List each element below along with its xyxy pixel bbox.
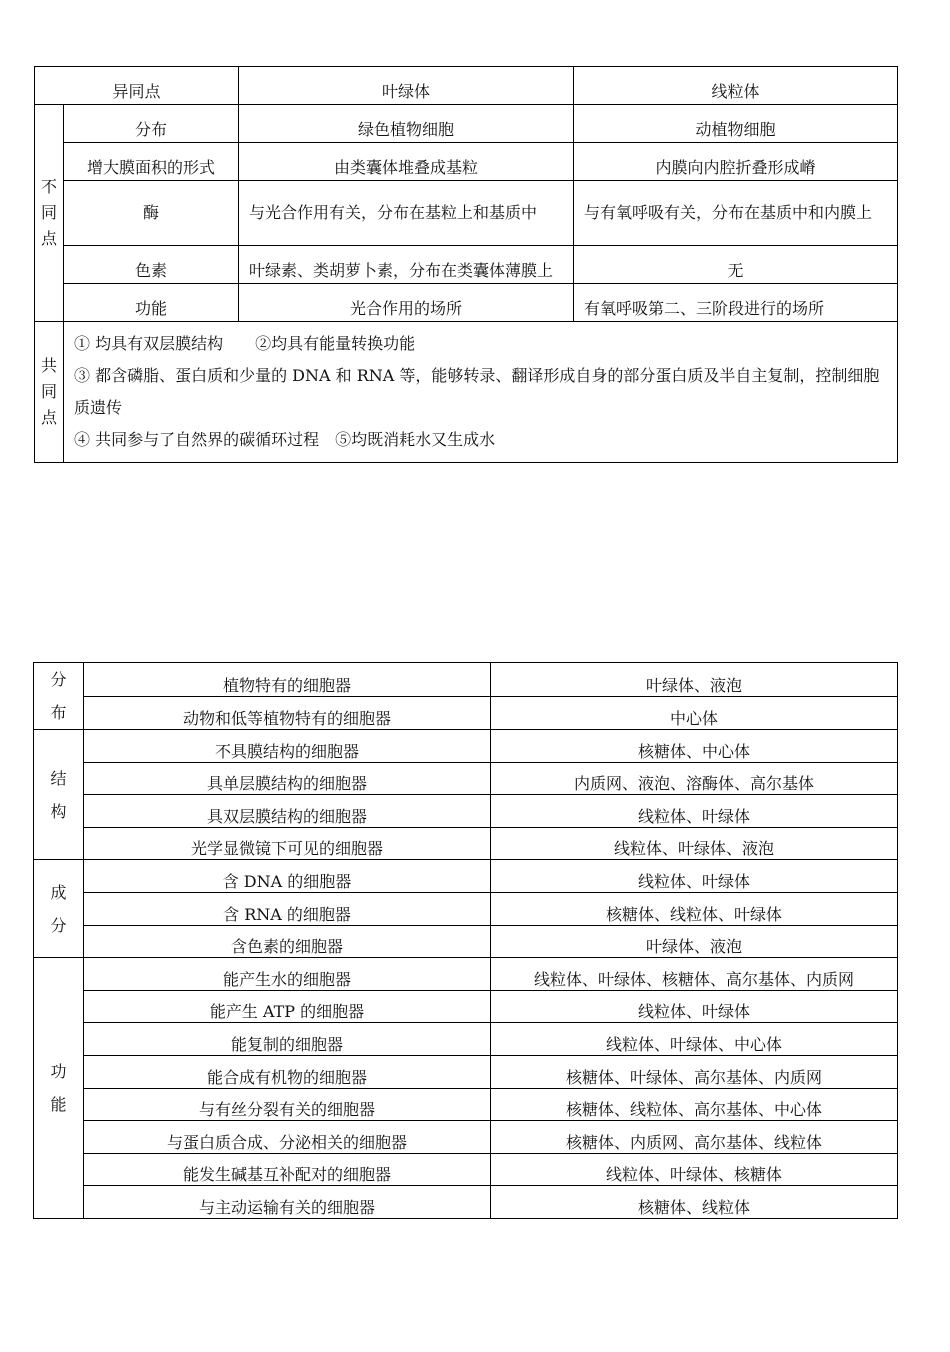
organelle-type-cell: 与主动运输有关的细胞器 [84, 1186, 491, 1219]
table-row [34, 795, 898, 828]
table-row [34, 925, 898, 958]
table-row [34, 1121, 898, 1154]
chloroplast-cell: 与光合作用有关，分布在基粒上和基质中 [239, 181, 574, 246]
mitochondria-cell: 内膜向内腔折叠形成嵴 [574, 143, 898, 181]
table-row [35, 181, 898, 246]
organelle-type-cell: 含 RNA 的细胞器 [84, 892, 491, 925]
table-row [34, 762, 898, 795]
common-points-content [64, 322, 898, 463]
table-row [34, 1186, 898, 1219]
table-row [34, 958, 898, 991]
row-item: 增大膜面积的形式 [64, 143, 239, 181]
row-item: 分布 [64, 105, 239, 143]
common-point-line: ① 均具有双层膜结构 ②均具有能量转换功能 [74, 334, 416, 353]
organelle-type-cell: 能产生 ATP 的细胞器 [84, 990, 491, 1023]
organelles-cell: 线粒体、叶绿体 [491, 860, 898, 893]
table-row [34, 730, 898, 763]
common-point-line: ④ 共同参与了自然界的碳循环过程 ⑤均既消耗水又生成水 [74, 430, 496, 449]
chloroplast-cell: 绿色植物细胞 [239, 105, 574, 143]
organelle-type-cell: 光学显微镜下可见的细胞器 [84, 827, 491, 860]
organelles-cell: 线粒体、叶绿体、中心体 [491, 1023, 898, 1056]
organelles-cell: 内质网、液泡、溶酶体、高尔基体 [491, 762, 898, 795]
organelle-type-cell: 能产生水的细胞器 [84, 958, 491, 991]
organelles-cell: 核糖体、线粒体 [491, 1186, 898, 1219]
common-points-row [35, 322, 898, 463]
organelle-type-cell: 含 DNA 的细胞器 [84, 860, 491, 893]
table-row [35, 105, 898, 143]
table-row [34, 1055, 898, 1088]
row-item: 功能 [64, 284, 239, 322]
table-row [34, 696, 898, 730]
organelles-cell: 核糖体、线粒体、高尔基体、中心体 [491, 1088, 898, 1121]
organelles-cell: 中心体 [491, 696, 898, 730]
organelle-type-cell: 能合成有机物的细胞器 [84, 1055, 491, 1088]
category-label: 分 布 [34, 663, 84, 730]
organelles-cell: 线粒体、叶绿体、核糖体、高尔基体、内质网 [491, 958, 898, 991]
row-item: 色素 [64, 246, 239, 284]
table-row [34, 827, 898, 860]
organelle-type-cell: 具单层膜结构的细胞器 [84, 762, 491, 795]
table-row [34, 860, 898, 893]
table-row [34, 990, 898, 1023]
mitochondria-cell: 无 [574, 246, 898, 284]
organelles-cell: 线粒体、叶绿体、液泡 [491, 827, 898, 860]
organelle-type-cell: 与有丝分裂有关的细胞器 [84, 1088, 491, 1121]
organelles-cell: 线粒体、叶绿体 [491, 795, 898, 828]
organelle-type-cell: 植物特有的细胞器 [84, 663, 491, 697]
organelles-cell: 线粒体、叶绿体 [491, 990, 898, 1023]
table-row [34, 663, 898, 697]
organelles-cell: 叶绿体、液泡 [491, 663, 898, 697]
chloroplast-mitochondria-comparison-table [34, 66, 898, 463]
category-label: 成 分 [34, 860, 84, 958]
table-row [34, 1023, 898, 1056]
category-label: 功 能 [34, 958, 84, 1219]
mitochondria-cell: 动植物细胞 [574, 105, 898, 143]
organelle-type-cell: 含色素的细胞器 [84, 925, 491, 958]
header-cell: 线粒体 [574, 67, 898, 105]
table-row [34, 1088, 898, 1121]
organelle-type-cell: 能复制的细胞器 [84, 1023, 491, 1056]
category-label: 结 构 [34, 730, 84, 860]
mitochondria-cell: 与有氧呼吸有关，分布在基质中和内膜上 [574, 181, 898, 246]
chloroplast-cell: 光合作用的场所 [239, 284, 574, 322]
organelle-type-cell: 不具膜结构的细胞器 [84, 730, 491, 763]
mitochondria-cell: 有氧呼吸第二、三阶段进行的场所 [574, 284, 898, 322]
common-point-line: ③ 都含磷脂、蛋白质和少量的 DNA 和 RNA 等，能够转录、翻译形成自身的部分蛋白质及半自主复制，控制细胞质遗传 [74, 366, 880, 417]
chloroplast-cell: 由类囊体堆叠成基粒 [239, 143, 574, 181]
table1-header-row [35, 67, 898, 105]
organelle-type-cell: 具双层膜结构的细胞器 [84, 795, 491, 828]
chloroplast-cell: 叶绿素、类胡萝卜素，分布在类囊体薄膜上 [239, 246, 574, 284]
differences-label: 不 同 点 [35, 105, 64, 322]
organelles-cell: 核糖体、内质网、高尔基体、线粒体 [491, 1121, 898, 1154]
organelles-cell: 叶绿体、液泡 [491, 925, 898, 958]
organelles-cell: 核糖体、中心体 [491, 730, 898, 763]
row-item: 酶 [64, 181, 239, 246]
common-points-label: 共 同 点 [35, 322, 64, 463]
table-row [35, 246, 898, 284]
organelles-cell: 线粒体、叶绿体、核糖体 [491, 1153, 898, 1186]
organelle-type-cell: 与蛋白质合成、分泌相关的细胞器 [84, 1121, 491, 1154]
organelles-cell: 核糖体、叶绿体、高尔基体、内质网 [491, 1055, 898, 1088]
table-row [35, 143, 898, 181]
table-row [34, 1153, 898, 1186]
organelle-type-cell: 动物和低等植物特有的细胞器 [84, 696, 491, 730]
organelle-classification-table [33, 662, 898, 1219]
header-cell: 异同点 [35, 67, 239, 105]
organelle-type-cell: 能发生碱基互补配对的细胞器 [84, 1153, 491, 1186]
header-cell: 叶绿体 [239, 67, 574, 105]
organelles-cell: 核糖体、线粒体、叶绿体 [491, 892, 898, 925]
table-row [35, 284, 898, 322]
table-row [34, 892, 898, 925]
